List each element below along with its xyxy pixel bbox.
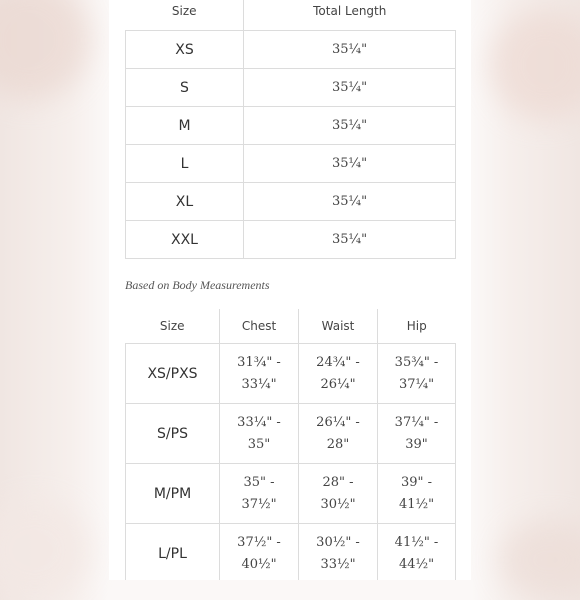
waist-min: 24¾" - <box>316 354 360 370</box>
size-cell: S <box>126 69 244 107</box>
waist-cell <box>299 344 378 404</box>
chest-cell <box>220 404 299 464</box>
size-cell: XL <box>126 183 244 221</box>
hip-max: 39" <box>405 436 428 452</box>
chest-cell <box>220 464 299 524</box>
size-cell: XS <box>126 31 244 69</box>
size-cell: L <box>126 145 244 183</box>
chest-max: 37½" <box>241 496 277 512</box>
hip-max: 41½" <box>398 496 435 512</box>
chest-min: 35" - <box>243 474 275 490</box>
waist-max: 33½" <box>320 556 356 572</box>
length-cell: 35¼" <box>244 145 456 183</box>
hip-min: 37¼" - <box>394 414 439 430</box>
length-cell: 35¼" <box>244 69 456 107</box>
length-cell: 35¼" <box>244 221 456 259</box>
column-header-size: Size <box>171 4 197 18</box>
table-header-row <box>126 0 456 31</box>
table-row <box>126 31 456 69</box>
length-cell: 35¼" <box>244 31 456 69</box>
background-blur <box>500 520 580 600</box>
hip-max: 44½" <box>398 556 435 572</box>
chest-max: 33¼" <box>241 376 277 392</box>
length-cell: 35¼" <box>244 107 456 145</box>
waist-cell <box>299 464 378 524</box>
length-table <box>125 0 456 259</box>
waist-cell <box>299 404 378 464</box>
table-row <box>126 183 456 221</box>
column-header-waist: Waist <box>299 309 378 344</box>
table-header-row <box>126 309 456 344</box>
table-row <box>126 404 456 464</box>
chest-max: 35" <box>247 436 271 452</box>
size-cell: M <box>126 107 244 145</box>
column-header-hip: Hip <box>378 309 456 344</box>
hip-cell <box>378 404 456 464</box>
size-cell: S/PS <box>126 404 220 464</box>
column-header-size: Size <box>159 319 185 333</box>
background-blur <box>0 500 90 600</box>
hip-max: 37¼" <box>398 376 435 392</box>
table-row <box>126 464 456 524</box>
table-row <box>126 344 456 404</box>
body-measurements-table <box>125 309 456 580</box>
chest-min: 33¼" - <box>237 414 281 430</box>
waist-min: 30½" - <box>316 534 360 550</box>
column-header-total-length: Total Length <box>244 0 456 31</box>
hip-min: 35¾" - <box>394 354 439 370</box>
background-blur <box>490 10 580 120</box>
waist-max: 30½" <box>320 496 356 512</box>
body-measurements-note: Based on Body Measurements <box>125 278 270 292</box>
hip-min: 39" - <box>400 474 433 490</box>
waist-cell <box>299 524 378 581</box>
size-cell: L/PL <box>126 524 220 581</box>
chest-max: 40½" <box>241 556 277 572</box>
chest-cell <box>220 344 299 404</box>
table-row <box>126 221 456 259</box>
chest-min: 31¾" - <box>237 354 281 370</box>
table-row <box>126 524 456 581</box>
hip-cell <box>378 344 456 404</box>
waist-max: 26¼" <box>320 376 356 392</box>
background-blur <box>0 0 90 100</box>
table-row <box>126 145 456 183</box>
table-row <box>126 107 456 145</box>
waist-min: 26¼" - <box>316 414 360 430</box>
table-row <box>126 69 456 107</box>
size-cell: XS/PXS <box>126 344 220 404</box>
hip-cell <box>378 524 456 581</box>
hip-min: 41½" - <box>394 534 439 550</box>
size-cell: M/PM <box>126 464 220 524</box>
length-cell: 35¼" <box>244 183 456 221</box>
chest-min: 37½" - <box>237 534 281 550</box>
waist-min: 28" - <box>322 474 354 490</box>
chest-cell <box>220 524 299 581</box>
size-cell: XXL <box>126 221 244 259</box>
waist-max: 28" <box>326 436 350 452</box>
column-header-chest: Chest <box>220 309 299 344</box>
size-chart-panel <box>109 0 471 580</box>
hip-cell <box>378 464 456 524</box>
